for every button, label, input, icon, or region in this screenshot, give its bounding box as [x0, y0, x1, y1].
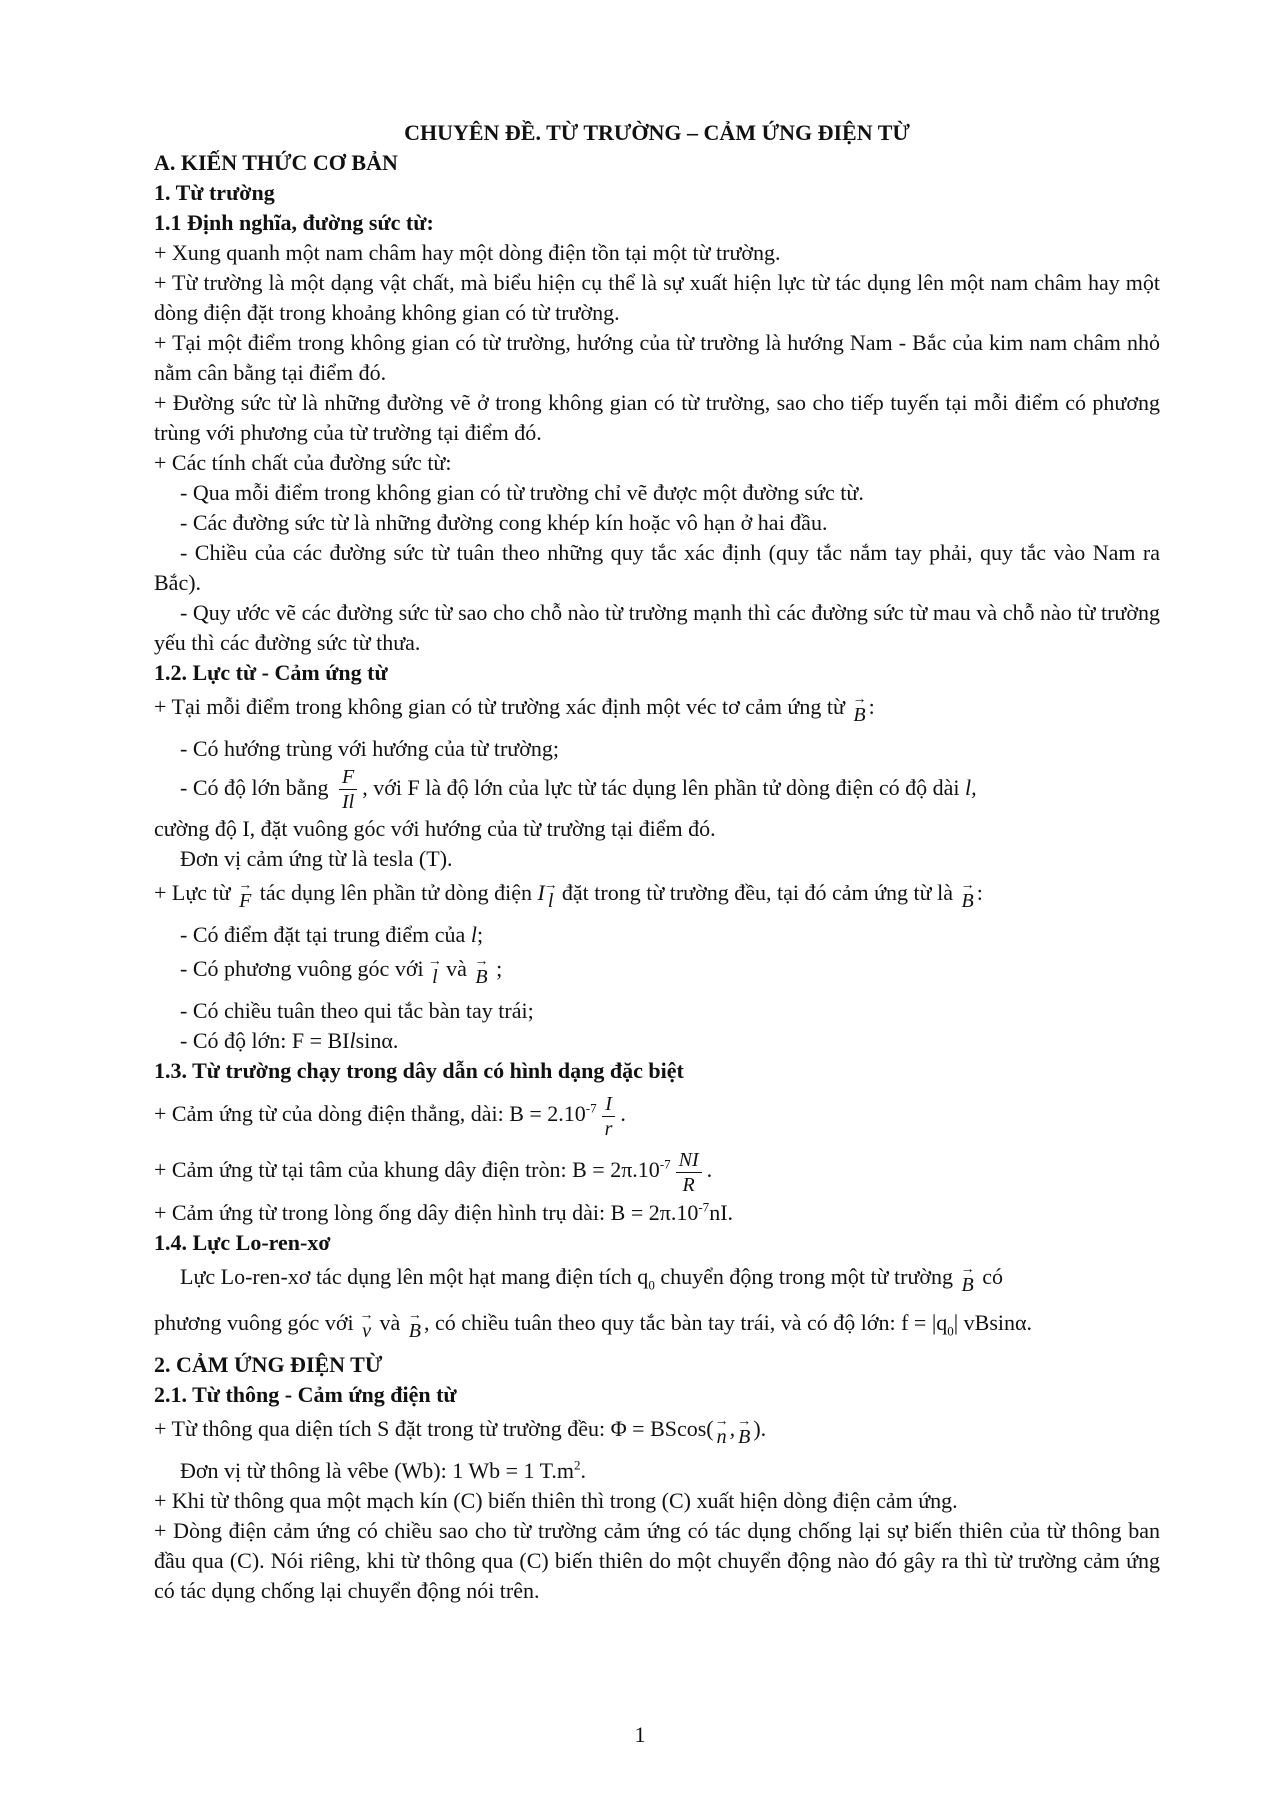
list-item [154, 538, 1160, 598]
formula-line [154, 1198, 1160, 1228]
text: đặt trong từ trường đều, tại đó cảm ứng từ là [561, 880, 953, 906]
text: . [706, 1157, 713, 1183]
exponent: -7 [659, 1157, 671, 1173]
symbol-l: l [470, 922, 477, 948]
section-2-heading: 2. CẢM ỨNG ĐIỆN TỪ [154, 1352, 383, 1378]
text: + Lực từ [154, 880, 231, 906]
document-page [154, 118, 1160, 1606]
subscript: 0 [648, 1277, 655, 1293]
list-item [154, 764, 1160, 814]
paragraph [154, 688, 1160, 734]
list-item: - Có chiều tuân theo qui tắc bàn tay trái; [180, 998, 534, 1024]
paragraph [154, 1304, 1160, 1350]
fraction-ni-over-r [676, 1148, 702, 1197]
text: + Cảm ứng từ của dòng điện thẳng, dài: B = 2.10 [154, 1101, 586, 1127]
text: chuyển động trong một từ trường [660, 1264, 954, 1290]
paragraph: + Xung quanh một nam châm hay một dòng điện tồn tại một từ trường. [154, 240, 781, 265]
numerator: NI [676, 1148, 702, 1173]
paragraph: + Dòng điện cảm ứng có chiều sao cho từ trường cảm ứng có tác dụng chống lại sự biến thiên của từ thông ban đầu qua (C). Nói riêng, khi từ thông qua (C) biến thiên do một chuyển động nào đó gây ra thì từ trường cảm ứng có tác dụng chống lại chuyển động nói trên. [154, 1518, 1160, 1604]
subscript: 0 [947, 1323, 954, 1339]
vector-b: → B [735, 1418, 753, 1456]
text: + Cảm ứng từ tại tâm của khung dây điện tròn: B = 2π.10 [154, 1157, 660, 1183]
fraction-f-over-il [339, 765, 357, 814]
text: và [379, 1310, 401, 1336]
section-1-1-heading: 1.1 Định nghĩa, đường sức từ: [154, 210, 434, 235]
numerator: F [339, 765, 357, 790]
text: . [580, 1458, 587, 1484]
text: - Có độ lớn: F = BI [180, 1028, 350, 1054]
formula-line [154, 1086, 1160, 1142]
text: ). [753, 1416, 767, 1442]
exponent: 2 [574, 1458, 581, 1474]
vector-b: → B [959, 1266, 977, 1304]
paragraph [154, 1456, 1160, 1486]
symbol-l: l, [965, 775, 977, 800]
paragraph: Đơn vị cảm ứng từ là tesla (T). [180, 846, 453, 872]
text: - Có phương vuông góc với [180, 956, 424, 982]
vector-f: → F [236, 882, 254, 920]
text: + Cảm ứng từ trong lòng ống dây điện hình trụ dài: B = 2π.10 [154, 1200, 699, 1226]
text: Lực Lo-ren-xơ tác dụng lên một hạt mang điện tích q [180, 1264, 649, 1290]
section-1-4-heading: 1.4. Lực Lo-ren-xơ [154, 1230, 331, 1256]
symbol-i: I [537, 880, 545, 906]
denominator: R [682, 1173, 695, 1196]
text: tác dụng lên phần tử dòng điện [259, 880, 532, 906]
formula-line [154, 1410, 1160, 1456]
text: - Có điểm đặt tại trung điểm của [180, 922, 466, 948]
section-1-2-heading: 1.2. Lực từ - Cảm ứng từ [154, 660, 388, 685]
paragraph [154, 1258, 1160, 1304]
vector-b: → B [958, 882, 976, 920]
text: ; [496, 956, 503, 982]
section-1-heading: 1. Từ trường [154, 180, 275, 205]
text: sinα. [355, 1028, 399, 1054]
list-item [154, 920, 1160, 950]
text: phương vuông góc với [154, 1310, 354, 1336]
text: + Từ thông qua diện tích S đặt trong từ trường đều: Φ = BScos( [154, 1416, 714, 1442]
text: ; [476, 922, 484, 948]
text: : [976, 880, 983, 906]
paragraph: + Khi từ thông qua một mạch kín (C) biến thiên thì trong (C) xuất hiện dòng điện cảm ứng. [154, 1488, 958, 1514]
formula-line [154, 1142, 1160, 1198]
list-item: - Các đường sức từ là những đường cong khép kín hoặc vô hạn ở hai đầu. [180, 510, 828, 535]
exponent: -7 [585, 1101, 597, 1117]
paragraph: cường độ I, đặt vuông góc với hướng của từ trường tại điểm đó. [154, 816, 716, 842]
section-2-1-heading: 2.1. Từ thông - Cảm ứng điện từ [154, 1382, 457, 1408]
text: , với F là độ lớn của lực từ tác dụng lên phần tử dòng điện có độ dài [362, 775, 960, 800]
text: : [868, 694, 875, 719]
text: và [446, 956, 467, 982]
fraction-i-over-r [602, 1092, 616, 1141]
text: - Quy ước vẽ các đường sức từ sao cho chỗ nào từ trường mạnh thì các đường sức từ mau và chỗ nào từ trường yếu thì các đường sức từ thưa. [154, 600, 1160, 655]
comma: , [729, 1416, 736, 1442]
paragraph: + Từ trường là một dạng vật chất, mà biểu hiện cụ thể là sự xuất hiện lực từ tác dụng lên một nam châm hay một dòng điện đặt trong khoảng không gian có từ trường. [154, 270, 1160, 325]
exponent: -7 [698, 1200, 710, 1216]
text: nI. [709, 1200, 734, 1226]
text: . [620, 1101, 626, 1127]
list-item [154, 598, 1160, 658]
symbol-l: l [349, 1028, 356, 1054]
vector-l: → l [545, 882, 557, 920]
paragraph: + Tại một điểm trong không gian có từ trường, hướng của từ trường là hướng Nam - Bắc của kim nam châm nhỏ nằm cân bằng tại điểm đó. [154, 330, 1160, 385]
list-item: - Có hướng trùng với hướng của từ trường; [180, 736, 559, 761]
text: , có chiều tuân theo quy tắc bàn tay trái, và có độ lớn: f = |q [423, 1310, 948, 1336]
vector-l: → l [429, 958, 441, 996]
paragraph: + Các tính chất của đường sức từ: [154, 450, 452, 475]
vector-b: → B [850, 696, 868, 734]
vector-v: → v [359, 1312, 374, 1350]
list-item [154, 1026, 1160, 1056]
text: Đơn vị từ thông là vêbe (Wb): 1 Wb = 1 T.m [180, 1458, 575, 1484]
vector-b: → B [472, 958, 490, 996]
text: | vBsinα. [953, 1310, 1033, 1336]
section-a-heading: A. KIẾN THỨC CƠ BẢN [154, 150, 398, 175]
text: + Tại mỗi điểm trong không gian có từ trường xác định một véc tơ cảm ứng từ [154, 694, 845, 719]
numerator: I [602, 1092, 615, 1117]
section-1-3-heading: 1.3. Từ trường chạy trong dây dẫn có hình dạng đặc biệt [154, 1058, 684, 1084]
document-title: CHUYÊN ĐỀ. TỪ TRƯỜNG – CẢM ỨNG ĐIỆN TỪ [404, 120, 910, 145]
paragraph: + Đường sức từ là những đường vẽ ở trong không gian có từ trường, sao cho tiếp tuyến tại mỗi điểm có phương trùng với phương của từ trường tại điểm đó. [154, 390, 1160, 445]
list-item [154, 950, 1160, 996]
vector-b: → B [406, 1312, 424, 1350]
paragraph [154, 874, 1160, 920]
denominator: Il [342, 791, 355, 814]
list-item: - Qua mỗi điểm trong không gian có từ trường chỉ vẽ được một đường sức từ. [180, 480, 864, 505]
page-number: 1 [634, 1722, 646, 1747]
text: - Chiều của các đường sức từ tuân theo những quy tắc xác định (quy tắc nắm tay phải, quy tắc vào Nam ra Bắc). [154, 540, 1160, 595]
vector-n: → n [714, 1418, 730, 1456]
text: - Có độ lớn bằng [180, 775, 329, 800]
denominator: r [604, 1117, 613, 1140]
text: có [982, 1264, 1004, 1290]
